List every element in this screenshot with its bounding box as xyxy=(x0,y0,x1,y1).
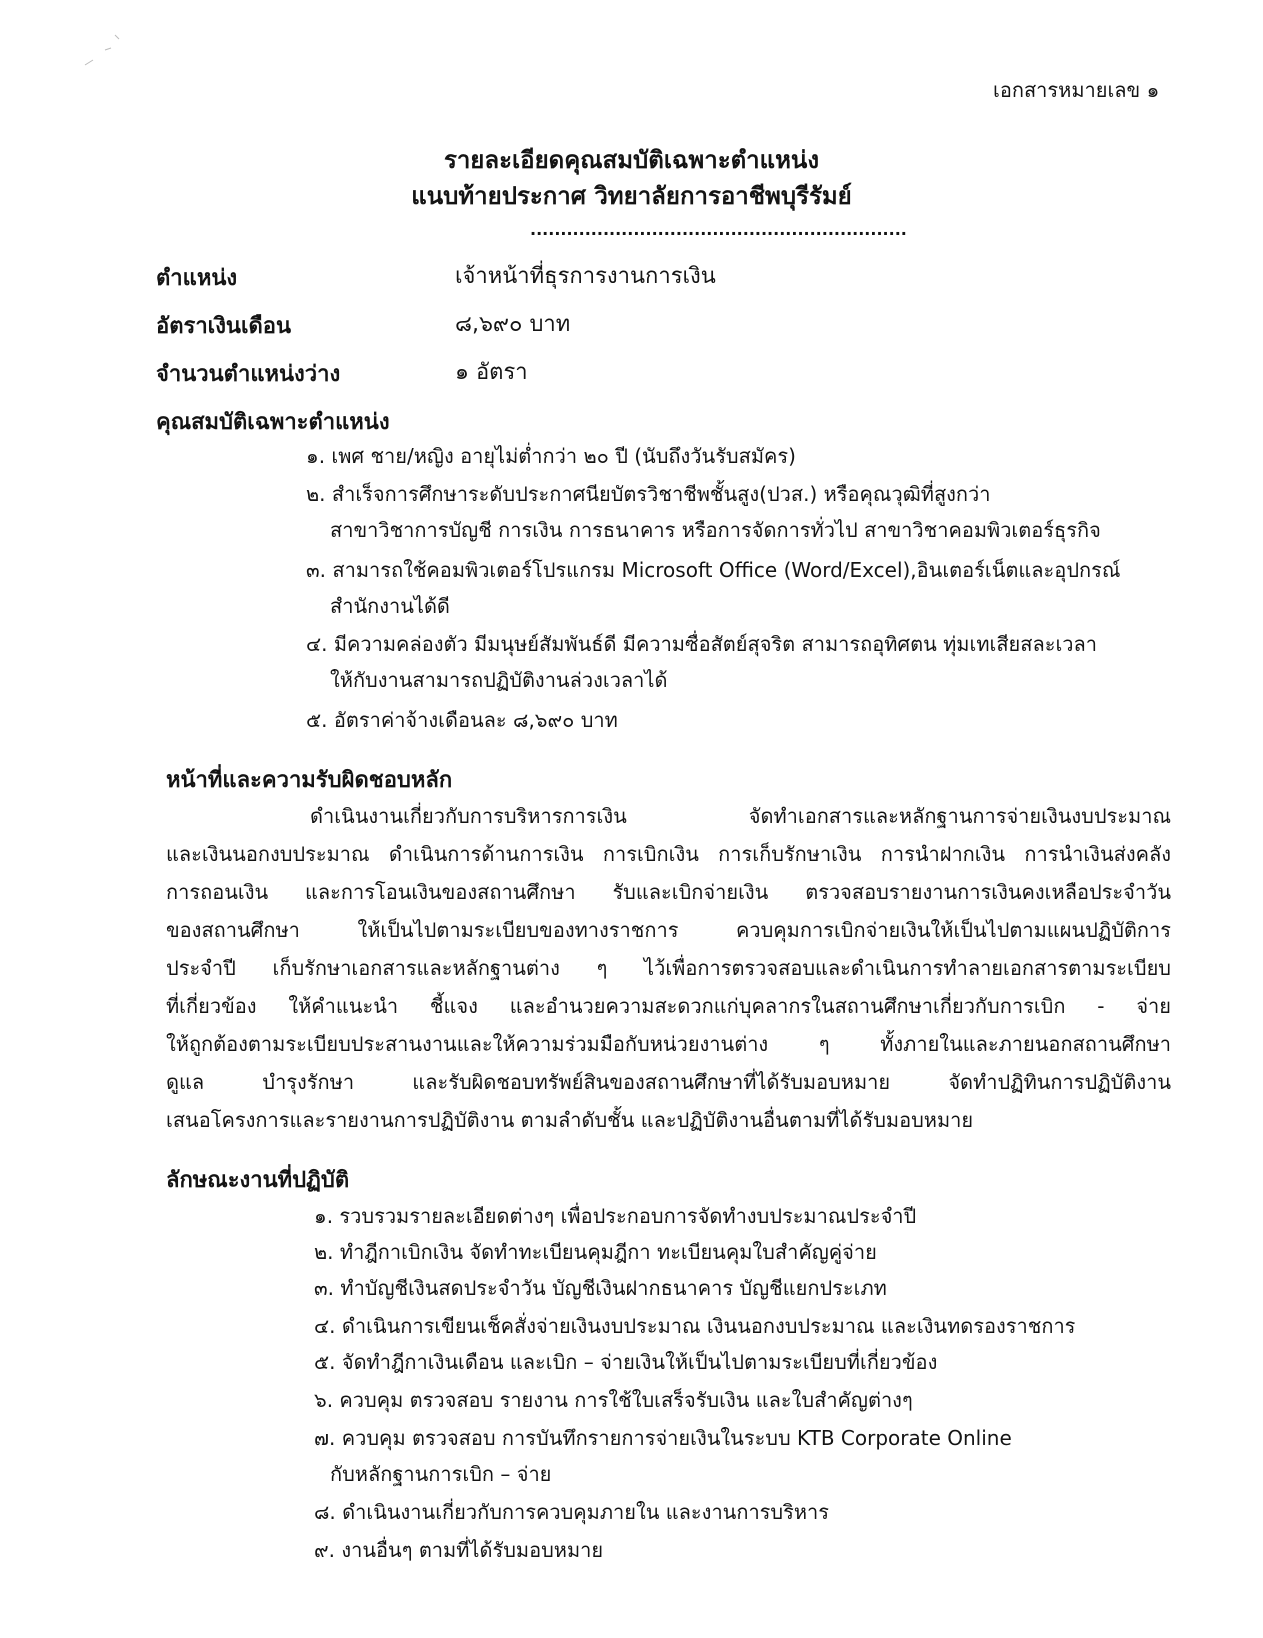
work-item: ๘. ดำเนินงานเกี่ยวกับการควบคุมภายใน และงานการบริหาร xyxy=(314,1500,830,1524)
duties-line: เสนอโครงการและรายงานการปฏิบัติงาน ตามลำดับชั้น และปฏิบัติงานอื่นตามที่ได้รับมอบหมาย xyxy=(166,1108,974,1132)
work-item: ๕. จัดทำฎีกาเงินเดือน และเบิก – จ่ายเงินให้เป็นไปตามระเบียบที่เกี่ยวข้อง xyxy=(314,1350,938,1374)
qualification-line: ๕. อัตราค่าจ้างเดือนละ ๘,๖๙๐ บาท xyxy=(306,708,618,732)
work-nature-heading: ลักษณะงานที่ปฏิบัติ xyxy=(166,1168,350,1193)
position-label: ตำแหน่ง xyxy=(156,266,238,291)
position-value: เจ้าหน้าที่ธุรการงานการเงิน xyxy=(455,264,716,289)
work-item: ๑. รวบรวมรายละเอียดต่างๆ เพื่อประกอบการจัดทำงบประมาณประจำปี xyxy=(314,1204,917,1228)
qualification-line: ให้กับงานสามารถปฏิบัติงานล่วงเวลาได้ xyxy=(330,668,668,692)
document-number: เอกสารหมายเลข ๑ xyxy=(993,78,1160,102)
duties-line: ดำเนินงานเกี่ยวกับการบริหารการเงิน จัดทำเอกสารและหลักฐานการจ่ายเงินงบประมาณ xyxy=(310,804,1171,828)
vacancy-value: ๑ อัตรา xyxy=(455,360,528,385)
duties-line: การถอนเงิน และการโอนเงินของสถานศึกษา รับและเบิกจ่ายเงิน ตรวจสอบรายงานการเงินคงเหลือประจำวัน xyxy=(166,880,1171,904)
title-separator: .............................................................. xyxy=(530,220,907,239)
work-item: ๔. ดำเนินการเขียนเช็คสั่งจ่ายเงินงบประมาณ เงินนอกงบประมาณ และเงินทดรองราชการ xyxy=(314,1314,1076,1338)
work-item: กับหลักฐานการเบิก – จ่าย xyxy=(330,1462,552,1486)
work-item: ๒. ทำฎีกาเบิกเงิน จัดทำทะเบียนคุมฎีกา ทะเบียนคุมใบสำคัญคู่จ่าย xyxy=(314,1240,877,1264)
duties-line: ให้ถูกต้องตามระเบียบประสานงานและให้ความร่วมมือกับหน่วยงานต่าง ๆ ทั้งภายในและภายนอกสถานศึกษา xyxy=(166,1032,1171,1056)
work-item: ๓. ทำบัญชีเงินสดประจำวัน บัญชีเงินฝากธนาคาร บัญชีแยกประเภท xyxy=(314,1276,887,1300)
duties-line: ดูแล บำรุงรักษา และรับผิดชอบทรัพย์สินของสถานศึกษาที่ได้รับมอบหมาย จัดทำปฏิทินการปฏิบัติงาน xyxy=(166,1070,1171,1094)
salary-label: อัตราเงินเดือน xyxy=(156,314,292,339)
work-item: ๖. ควบคุม ตรวจสอบ รายงาน การใช้ใบเสร็จรับเงิน และใบสำคัญต่างๆ xyxy=(314,1388,913,1412)
qualification-line: สาขาวิชาการบัญชี การเงิน การธนาคาร หรือการจัดการทั่วไป สาขาวิชาคอมพิวเตอร์ธุรกิจ xyxy=(330,518,1101,542)
qualification-line: ๒. สำเร็จการศึกษาระดับประกาศนียบัตรวิชาชีพชั้นสูง(ปวส.) หรือคุณวุฒิที่สูงกว่า xyxy=(306,482,991,506)
document-title: รายละเอียดคุณสมบัติเฉพาะตำแหน่ง xyxy=(443,146,820,174)
qualification-line: ๓. สามารถใช้คอมพิวเตอร์โปรแกรม Microsoft Office (Word/Excel),อินเตอร์เน็ตและอุปกรณ์ xyxy=(306,558,1121,582)
duties-line: ประจำปี เก็บรักษาเอกสารและหลักฐานต่าง ๆ ไว้เพื่อการตรวจสอบและดำเนินการทำลายเอกสารตามระเบียบ xyxy=(166,956,1171,980)
work-item: ๙. งานอื่นๆ ตามที่ได้รับมอบหมาย xyxy=(314,1538,604,1562)
duties-line: ที่เกี่ยวข้อง ให้คำแนะนำ ชี้แจง และอำนวยความสะดวกแก่บุคลากรในสถานศึกษาเกี่ยวกับการเบิก - จ่าย xyxy=(166,994,1171,1018)
scan-artifact xyxy=(75,30,125,70)
work-item: ๗. ควบคุม ตรวจสอบ การบันทึกรายการจ่ายเงินในระบบ KTB Corporate Online xyxy=(314,1426,1012,1450)
qualification-line: ๔. มีความคล่องตัว มีมนุษย์สัมพันธ์ดี มีความซื่อสัตย์สุจริต สามารถอุทิศตน ทุ่มเทเสียสละเวลา xyxy=(306,632,1098,656)
duties-heading: หน้าที่และความรับผิดชอบหลัก xyxy=(166,768,453,793)
document-subtitle: แนบท้ายประกาศ วิทยาลัยการอาชีพบุรีรัมย์ xyxy=(411,182,852,210)
duties-line: และเงินนอกงบประมาณ ดำเนินการด้านการเงิน การเบิกเงิน การเก็บรักษาเงิน การนำฝากเงิน การนำเงินส่งคลัง xyxy=(166,842,1171,866)
vacancy-label: จำนวนตำแหน่งว่าง xyxy=(156,362,341,387)
qualification-line: สำนักงานได้ดี xyxy=(330,594,450,618)
salary-value: ๘,๖๙๐ บาท xyxy=(455,312,571,337)
qualification-line: ๑. เพศ ชาย/หญิง อายุไม่ต่ำกว่า ๒๐ ปี (นับถึงวันรับสมัคร) xyxy=(306,444,796,468)
duties-line: ของสถานศึกษา ให้เป็นไปตามระเบียบของทางราชการ ควบคุมการเบิกจ่ายเงินให้เป็นไปตามแผนปฏิบัติการ xyxy=(166,918,1171,942)
qualifications-heading: คุณสมบัติเฉพาะตำแหน่ง xyxy=(156,410,390,435)
